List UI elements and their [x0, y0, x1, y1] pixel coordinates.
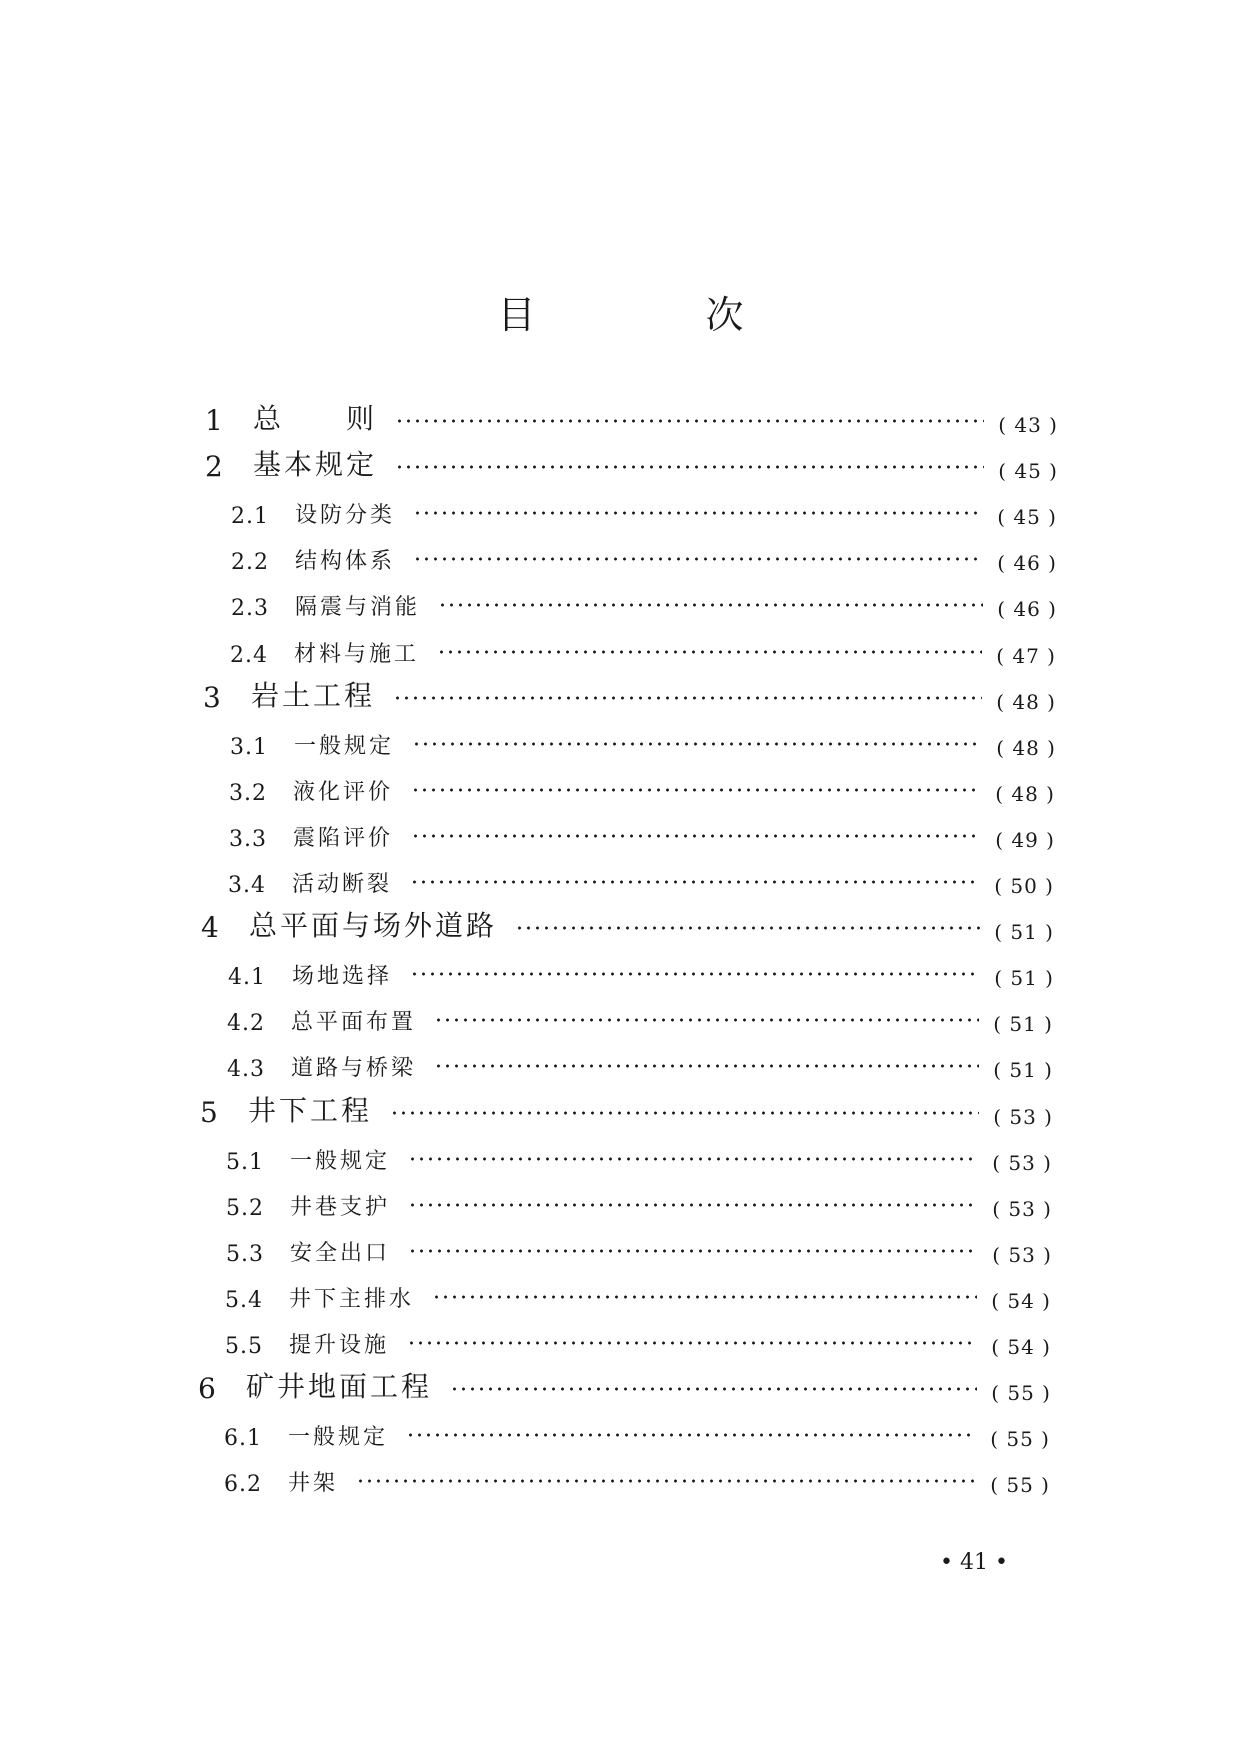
- toc-label: 基本规定: [253, 448, 378, 481]
- toc-section-row[interactable]: [231, 489, 1057, 529]
- toc-label: 活动断裂: [292, 872, 393, 897]
- toc-label: 道路与桥梁: [291, 1056, 417, 1081]
- toc-section-row[interactable]: [229, 766, 1055, 806]
- toc-label: 井架: [288, 1471, 339, 1496]
- toc-number: 5.2: [226, 1196, 264, 1221]
- dot-leader: [408, 1199, 978, 1211]
- toc-number: 3: [203, 681, 221, 714]
- toc-label: 井下主排水: [289, 1287, 415, 1312]
- toc-page-number: ( 54 ): [991, 1335, 1051, 1359]
- toc-number: 2.4: [230, 643, 268, 668]
- toc-page-number: ( 48 ): [995, 782, 1055, 806]
- toc-label: 设防分类: [295, 503, 396, 528]
- toc-section-row[interactable]: [224, 1457, 1050, 1497]
- dot-leader: [412, 738, 982, 750]
- toc-page-number: ( 45 ): [998, 459, 1058, 483]
- toc-chapter-row[interactable]: [205, 397, 1058, 437]
- toc-chapter-row[interactable]: [205, 443, 1058, 483]
- toc-page-number: ( 50 ): [994, 874, 1054, 898]
- toc-section-row[interactable]: [226, 1135, 1052, 1175]
- toc-label: 矿井地面工程: [246, 1370, 433, 1403]
- toc-section-row[interactable]: [226, 1227, 1052, 1267]
- toc-section-row[interactable]: [225, 1319, 1051, 1359]
- dot-leader: [413, 553, 983, 565]
- toc-section-row[interactable]: [224, 1411, 1050, 1451]
- toc-section-row[interactable]: [229, 812, 1055, 852]
- toc-label: 震陷评价: [293, 826, 394, 851]
- page-title: 目 次: [497, 293, 810, 337]
- page-number: • 41 •: [940, 1550, 1008, 1575]
- dot-leader: [437, 646, 982, 658]
- dot-leader: [450, 1383, 977, 1395]
- toc-page-number: ( 53 ): [992, 1197, 1052, 1221]
- dot-leader: [356, 1475, 976, 1487]
- toc-chapter-row[interactable]: [201, 904, 1054, 944]
- toc-number: 3.3: [229, 827, 267, 852]
- toc-section-row[interactable]: [228, 858, 1054, 898]
- toc-label: 材料与施工: [294, 642, 420, 667]
- toc-section-row[interactable]: [225, 1273, 1051, 1313]
- toc-page-number: ( 48 ): [996, 736, 1056, 760]
- toc-page-number: ( 43 ): [998, 413, 1058, 437]
- toc-page-number: ( 55 ): [990, 1427, 1050, 1451]
- toc-page-number: ( 45 ): [997, 505, 1057, 529]
- toc-number: 3.1: [230, 735, 268, 760]
- toc-page-number: ( 46 ): [997, 597, 1057, 621]
- dot-leader: [408, 1153, 978, 1165]
- dot-leader: [411, 830, 981, 842]
- toc-page-number: ( 47 ): [996, 644, 1056, 668]
- toc-label: 一般规定: [294, 734, 395, 759]
- toc-page-number: ( 53 ): [993, 1105, 1053, 1129]
- toc-label: 提升设施: [289, 1333, 390, 1358]
- toc-section-row[interactable]: [226, 1181, 1052, 1221]
- dot-leader: [413, 507, 983, 519]
- toc-page-number: ( 46 ): [997, 551, 1057, 575]
- toc-page-number: ( 54 ): [991, 1289, 1051, 1313]
- toc-label: 总平面与场外道路: [249, 909, 498, 942]
- toc-section-row[interactable]: [227, 996, 1053, 1036]
- toc-number: 2: [205, 450, 223, 483]
- toc-number: 2.1: [231, 504, 269, 529]
- toc-number: 3.4: [228, 873, 266, 898]
- toc-page-number: ( 55 ): [991, 1381, 1051, 1405]
- dot-leader: [407, 1337, 977, 1349]
- dot-leader: [408, 1245, 978, 1257]
- dot-leader: [410, 968, 980, 980]
- toc-chapter-row[interactable]: [203, 674, 1056, 714]
- toc-number: 5.1: [226, 1150, 264, 1175]
- toc-label: 隔震与消能: [295, 595, 421, 620]
- toc-page-number: ( 53 ): [992, 1151, 1052, 1175]
- toc-label: 总平面布置: [291, 1010, 417, 1035]
- toc-number: 1: [205, 404, 223, 437]
- toc-chapter-row[interactable]: [200, 1089, 1053, 1129]
- toc-number: 4.3: [227, 1057, 265, 1082]
- dot-leader: [390, 1107, 979, 1119]
- toc-number: 6.2: [224, 1472, 262, 1497]
- toc-number: 5.3: [226, 1242, 264, 1267]
- toc-page-number: ( 51 ): [994, 920, 1054, 944]
- toc-chapter-row[interactable]: [198, 1365, 1051, 1405]
- toc-number: 4.2: [227, 1011, 265, 1036]
- dot-leader: [432, 1291, 977, 1303]
- toc-label: 安全出口: [290, 1241, 391, 1266]
- toc-label: 井下工程: [248, 1094, 373, 1127]
- toc-page-number: ( 48 ): [996, 690, 1056, 714]
- toc-label: 液化评价: [293, 780, 394, 805]
- toc-number: 6.1: [224, 1426, 262, 1451]
- toc-number: 5.4: [225, 1288, 263, 1313]
- toc-number: 5.5: [225, 1334, 263, 1359]
- toc-number: 6: [198, 1372, 216, 1405]
- toc-label: 场地选择: [292, 964, 393, 989]
- dot-leader: [395, 461, 984, 473]
- toc-section-row[interactable]: [231, 535, 1057, 575]
- toc-label: 岩土工程: [251, 679, 376, 712]
- toc-page-number: ( 51 ): [994, 966, 1054, 990]
- toc-section-row[interactable]: [227, 1042, 1053, 1082]
- dot-leader: [438, 599, 983, 611]
- toc-number: 2.3: [231, 596, 269, 621]
- toc-section-row[interactable]: [228, 950, 1054, 990]
- dot-leader: [410, 876, 980, 888]
- dot-leader: [434, 1060, 979, 1072]
- toc-section-row[interactable]: [230, 628, 1056, 668]
- dot-leader: [393, 692, 982, 704]
- toc-label: 结构体系: [295, 549, 396, 574]
- dot-leader: [406, 1429, 976, 1441]
- toc-section-row[interactable]: [230, 720, 1056, 760]
- toc-number: 3.2: [229, 781, 267, 806]
- toc-label: 总 则: [253, 402, 378, 435]
- toc-page-number: ( 55 ): [990, 1473, 1050, 1497]
- toc-page-number: ( 51 ): [993, 1058, 1053, 1082]
- toc-number: 4: [201, 911, 219, 944]
- toc-section-row[interactable]: [231, 581, 1057, 621]
- toc-page-number: ( 49 ): [995, 828, 1055, 852]
- toc-page-number: ( 53 ): [992, 1243, 1052, 1267]
- dot-leader: [395, 415, 984, 427]
- dot-leader: [434, 1014, 979, 1026]
- toc-label: 井巷支护: [290, 1195, 391, 1220]
- toc-number: 5: [200, 1096, 218, 1129]
- toc-label: 一般规定: [290, 1149, 391, 1174]
- toc-number: 4.1: [228, 965, 266, 990]
- dot-leader: [515, 922, 980, 934]
- toc-number: 2.2: [231, 550, 269, 575]
- dot-leader: [411, 784, 981, 796]
- toc-label: 一般规定: [288, 1425, 389, 1450]
- toc-page-number: ( 51 ): [993, 1012, 1053, 1036]
